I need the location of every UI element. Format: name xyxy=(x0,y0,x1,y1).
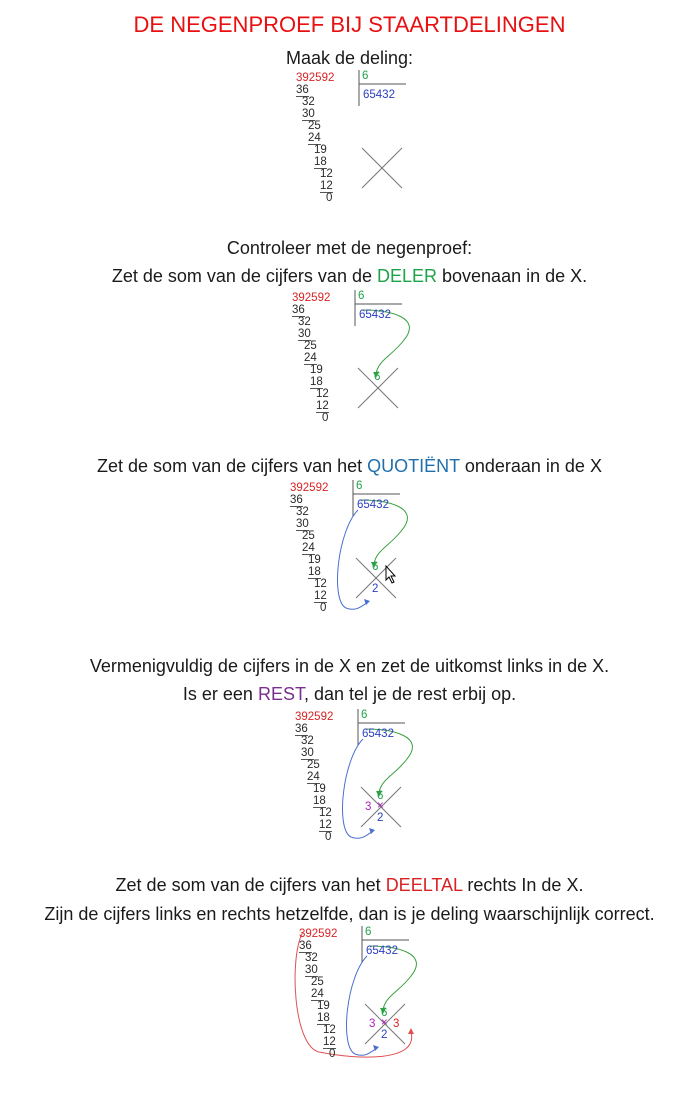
step-number: 0 xyxy=(329,1048,336,1060)
dividend: 392592 xyxy=(296,72,335,84)
step-number: 32 xyxy=(301,735,314,747)
step-number: 24 xyxy=(307,771,320,783)
step-number: 36 xyxy=(295,723,308,735)
step-number: 25 xyxy=(311,976,324,988)
divisor: 6 xyxy=(358,290,365,302)
divisor: 6 xyxy=(361,709,368,721)
page-title: DE NEGENPROEF BIJ STAARTDELINGEN xyxy=(133,12,566,37)
dividend: 392592 xyxy=(290,482,329,494)
instruction-quotient-post: onderaan in de X xyxy=(459,456,602,476)
step-number: 18 xyxy=(314,156,327,168)
step-number: 12 xyxy=(316,388,329,400)
step-number: 0 xyxy=(325,831,332,843)
keyword-quotient: QUOTIËNT xyxy=(367,456,460,476)
step-number: 19 xyxy=(317,1000,330,1012)
arrow-quotient xyxy=(342,739,373,838)
step-number: 25 xyxy=(308,120,321,132)
step-number: 0 xyxy=(320,602,327,614)
cross-bottom-number: 2 xyxy=(381,1029,388,1041)
step-number: 19 xyxy=(310,364,323,376)
step-number: 24 xyxy=(302,542,315,554)
instruction-multiply: Vermenigvuldig de cijfers in de X en zet de uitkomst links in de X. xyxy=(89,656,610,676)
cross-center-mark: × xyxy=(381,1017,388,1029)
step-number: 19 xyxy=(313,783,326,795)
step-number: 0 xyxy=(326,192,333,204)
step-number: 36 xyxy=(299,940,312,952)
step-number: 36 xyxy=(290,494,303,506)
step-number: 32 xyxy=(305,952,318,964)
step-number: 25 xyxy=(302,530,315,542)
instruction-deler-pre: Zet de som van de cijfers van de xyxy=(111,266,377,286)
quotient: 65432 xyxy=(357,499,389,511)
cross-right-number: 3 xyxy=(393,1018,400,1030)
step-number: 30 xyxy=(305,964,318,976)
step-number: 12 xyxy=(323,1024,336,1036)
instruction-check: Controleer met de negenproef: xyxy=(226,238,473,258)
dividend: 392592 xyxy=(295,711,334,723)
keyword-deeltal: DEELTAL xyxy=(385,875,463,895)
cursor-icon xyxy=(386,566,395,583)
instruction-make-division: Maak de deling: xyxy=(285,48,414,68)
step-number: 25 xyxy=(307,759,320,771)
arrow-deeltal-head xyxy=(408,1028,414,1034)
step-number: 18 xyxy=(310,376,323,388)
divisor: 6 xyxy=(365,926,372,938)
cross-top-number: 6 xyxy=(372,561,379,573)
quotient: 65432 xyxy=(359,309,391,321)
divisor: 6 xyxy=(362,70,369,82)
step-number: 19 xyxy=(308,554,321,566)
step-number: 25 xyxy=(304,340,317,352)
dividend: 392592 xyxy=(292,292,331,304)
dividend: 392592 xyxy=(299,928,338,940)
step-number: 18 xyxy=(308,566,321,578)
division-diagram-1 xyxy=(296,70,496,240)
step-number: 32 xyxy=(296,506,309,518)
instruction-deeltal-post: rechts In de X. xyxy=(462,875,584,895)
step-number: 30 xyxy=(298,328,311,340)
step-number: 12 xyxy=(319,819,332,831)
step-number: 24 xyxy=(304,352,317,364)
instruction-rest-pre: Is er een xyxy=(182,684,258,704)
step-number: 12 xyxy=(314,578,327,590)
instruction-deeltal-pre: Zet de som van de cijfers van het xyxy=(115,875,386,895)
cross-top-number: 6 xyxy=(374,371,381,383)
cross-left-number: 3 xyxy=(369,1018,376,1030)
instruction-rest-post: , dan tel je de rest erbij op. xyxy=(303,684,517,704)
step-number: 12 xyxy=(320,168,333,180)
step-number: 18 xyxy=(313,795,326,807)
arrow-quotient xyxy=(337,510,368,609)
quotient: 65432 xyxy=(366,945,398,957)
quotient: 65432 xyxy=(362,728,394,740)
cross-bottom-number: 2 xyxy=(372,583,379,595)
step-number: 0 xyxy=(322,412,329,424)
step-number: 32 xyxy=(298,316,311,328)
step-number: 30 xyxy=(301,747,314,759)
instruction-quotient-pre: Zet de som van de cijfers van het xyxy=(97,456,368,476)
step-number: 12 xyxy=(319,807,332,819)
division-diagram-2 xyxy=(292,290,492,460)
step-number: 30 xyxy=(296,518,309,530)
step-number: 18 xyxy=(317,1012,330,1024)
keyword-rest: REST xyxy=(257,684,304,704)
step-number: 12 xyxy=(320,180,333,192)
arrow-quotient xyxy=(346,956,377,1055)
quotient: 65432 xyxy=(363,89,395,101)
step-number: 32 xyxy=(302,96,315,108)
step-number: 12 xyxy=(316,400,329,412)
instruction-deler xyxy=(0,265,699,287)
cross-top-number: 6 xyxy=(381,1007,388,1019)
instruction-quotient xyxy=(0,455,699,477)
instruction-deeltal xyxy=(0,874,699,896)
step-number: 30 xyxy=(302,108,315,120)
divisor: 6 xyxy=(356,480,363,492)
division-diagram-3 xyxy=(290,480,490,650)
step-number: 36 xyxy=(292,304,305,316)
cross-center-mark: × xyxy=(377,800,384,812)
cross-top-number: 6 xyxy=(377,790,384,802)
instruction-conclusion: Zijn de cijfers links en rechts hetzelfde, dan is je deling waarschijnlijk correct. xyxy=(44,904,655,924)
step-number: 12 xyxy=(323,1036,336,1048)
keyword-deler: DELER xyxy=(376,266,438,286)
step-number: 12 xyxy=(314,590,327,602)
step-number: 24 xyxy=(311,988,324,1000)
step-number: 36 xyxy=(296,84,309,96)
instruction-deler-post: bovenaan in de X. xyxy=(437,266,588,286)
cross-bottom-number: 2 xyxy=(377,812,384,824)
step-number: 24 xyxy=(308,132,321,144)
instruction-rest xyxy=(0,683,699,705)
step-number: 19 xyxy=(314,144,327,156)
division-diagram-4 xyxy=(295,709,495,879)
cross-left-number: 3 xyxy=(365,801,372,813)
